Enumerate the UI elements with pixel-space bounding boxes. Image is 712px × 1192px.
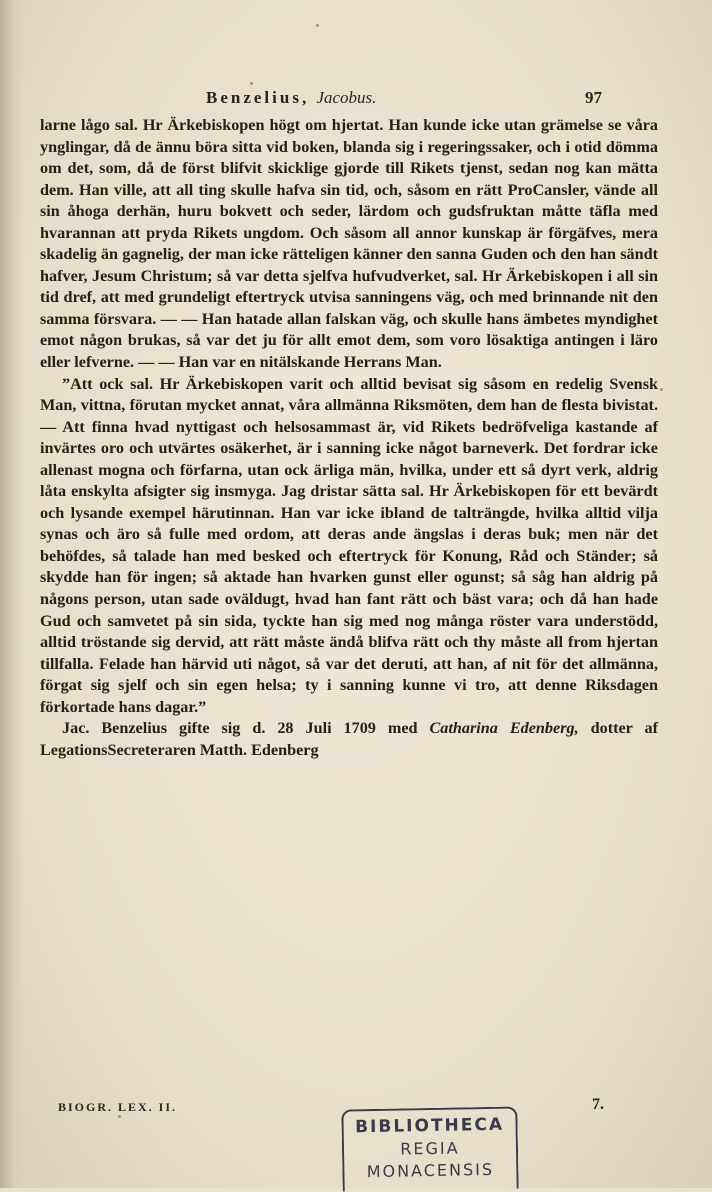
paper-speck [316,24,319,27]
paper-speck [118,1115,121,1118]
stamp-line-1: BIBLIOTHECA [354,1114,505,1138]
running-head-name: Benzelius, [206,88,310,107]
stamp-line-2: REGIA [400,1138,460,1159]
paragraph-3 [40,718,658,761]
running-head [206,88,376,108]
stamp-line-3: MONACENSIS [366,1159,495,1182]
page-number: 97 [585,88,602,107]
paper-speck [660,388,663,391]
paragraph-1: larne lågo sal. Hr Ärkebiskopen högt om hjertat. Han kunde icke utan grämelse se våra ynglingar, då de ännu böra sitta vid boken, blanda sig i regeringssaker, och i otid dömma om det, som, då de först blifvit skicklige gjorde till Rikets tjenst, sedan nog kan mätta dem. Han ville, att all ting skulle hafva sin tid, och, såsom en rätt ProCansler, vände all sin åhoga derhän, huru bokvett och seder, lärdom och gudsfruktan måtte täfla med hvarannan att pryda Rikets ungdom. Och såsom all annor kunskap är förgäfves, mera skadelig än gagnelig, der man icke rätteligen känner den sanna Guden och den han sändt hafver, Jesum Christum; så var detta sjelfva hufvudverket, sal. Hr Ärkebiskopen i all sin tid dref, att med grundeligt eftertryck utvisa sanningens väg, och med brinnande nit den samma försvara. — — Han hatade allan falskan väg, och skulle hans ämbetes myndighet emot någon brukas, så var det ju för allt emot dem, som voro lösaktiga antingen i läro eller lefverne. — — Han var en nitälskande Herrans Man. [40,116,658,372]
paragraph-3-text-after: dotter af LegationsSecreteraren Matth. Edenberg [40,719,659,759]
paragraph-2: ”Att ock sal. Hr Ärkebiskopen varit och alltid bevisat sig såsom en redelig Svensk Man, vittna, förutan mycket annat, våra allmänna Riksmöten, dem han de flesta bivistat. — Att finna hvad nyttigast och helsosammast är, vid Rikets bedröfveliga kastande af invärtes oro och utvärtes osäkerhet, är i sanning icke något barneverk. Det fordrar icke allenast mogna och förfarna, utan ock ärliga män, hvilka, under ett så dyrt verk, aldrig låta enskylta afsigter sig insmyga. Jag dristar sätta sal. Hr Ärkebiskopen för ett bevärdt och lysande exempel härutinnan. Han var icke ibland de talträngde, hvilka alltid vilja synas och äro så fulle med ordom, att deras ande ängslas i deras buk; men när det behöfdes, så talade han med besked och eftertryck för Konung, Råd och Ständer; så skydde han för ingen; så aktade han hvarken gunst eller ogunst; så såg han aldrig på någons person, utan sade oväldugt, hvad han fant rätt och bäst vara; och då han hade Gud och samvetet på sin sida, tyckte han sig med nog många röster vara understödd, alltid tröstande sig dervid, att rätt måste ändå blifva rätt och thy måste all from hjertan tillfalla. Felade han härvid uti något, så var det deruti, att han, af nit för det allmänna, förgat sig sjelf och sin egen helsa; ty i sanning kunne vi tro, att denne Riksdagen förkortade hans dagar.” [40,374,658,716]
binding-shadow [0,0,24,1188]
page-header [206,88,602,114]
body-text [40,115,658,761]
signature-mark: BIOGR. LEX. II. [58,1100,178,1114]
sheet-number: 7. [592,1096,604,1113]
paragraph-3-italic-name: Catharina Edenberg, [429,719,579,738]
paper-speck [250,82,253,85]
paragraph-3-text-before: Jac. Benzelius gifte sig d. 28 Juli 1709 med [62,719,418,738]
library-stamp [341,1106,518,1191]
running-head-given-name: Jacobus. [316,88,377,107]
